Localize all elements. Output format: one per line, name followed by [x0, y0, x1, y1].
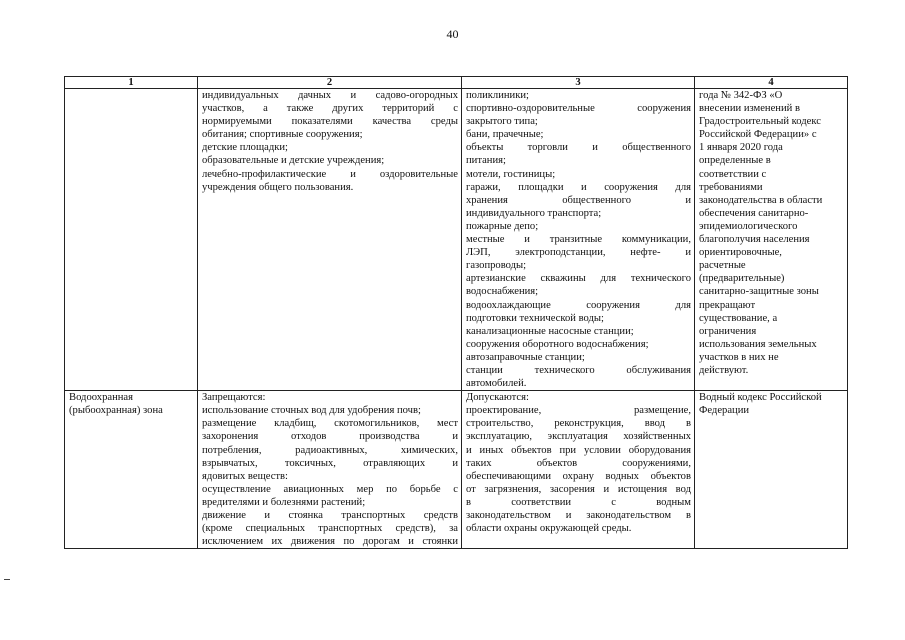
- header-col-3: 3: [462, 77, 695, 89]
- cell-row1-col4: [695, 89, 848, 391]
- cell-line: Водный кодекс Российской: [699, 392, 822, 404]
- cell-line: внесении изменений в: [699, 103, 800, 115]
- cell-row2-col3: [462, 391, 695, 549]
- cell-line: мотели, гостиницы;: [466, 168, 556, 180]
- cell-line: станции технического обслуживания: [466, 364, 691, 376]
- cell-line: года № 342-ФЗ «О: [699, 90, 783, 101]
- cell-line: поликлиники;: [466, 90, 529, 101]
- cell-line: участков в них не: [699, 351, 779, 363]
- cell-line: (кроме специальных транспортных средств), за: [202, 523, 458, 535]
- cell-line: подготовки технической воды;: [466, 312, 604, 324]
- header-col-4: 4: [695, 77, 848, 89]
- cell-line: расчетные: [699, 260, 746, 272]
- cell-line: эксплуатацию, эксплуатация хозяйственных: [466, 431, 691, 443]
- cell-line: детские площадки;: [202, 142, 288, 154]
- cell-line: определенные в: [699, 155, 771, 167]
- cell-line: существование, а: [699, 312, 778, 324]
- cell-line: обеспечения санитарно-: [699, 207, 809, 219]
- cell-line: соответствии с: [699, 168, 767, 180]
- header-col-2: 2: [198, 77, 462, 89]
- cell-line: Водоохранная: [69, 392, 133, 404]
- cell-line: Градостроительный кодекс: [699, 116, 821, 128]
- cell-line: хранения общественного и: [466, 194, 691, 206]
- cell-line: Российской Федерации» с: [699, 129, 817, 141]
- cell-row2-col2: [198, 391, 462, 549]
- cell-line: санитарно-защитные зоны: [699, 286, 819, 298]
- cell-line: пожарные депо;: [466, 220, 539, 232]
- cell-line: индивидуальных дачных и садово-огородных: [202, 90, 458, 101]
- cell-line: объекты торговли и общественного: [466, 142, 691, 154]
- cell-line: ЛЭП, электроподстанции, нефте- и: [466, 247, 691, 259]
- cell-line: индивидуального транспорта;: [466, 207, 602, 219]
- cell-line: потребления, радиоактивных, химических,: [202, 444, 458, 456]
- cell-line: закрытого типа;: [466, 116, 538, 128]
- cell-line: использование сточных вод для удобрения почв;: [202, 405, 421, 417]
- cell-line: (предварительные): [699, 273, 785, 285]
- cell-line: прекращают: [699, 299, 756, 311]
- cell-line: движение и стоянка транспортных средств: [202, 510, 458, 521]
- cell-line: учреждения общего пользования.: [202, 181, 354, 193]
- regulation-table: [64, 76, 848, 549]
- cell-line: законодательством и законодательством в: [466, 510, 691, 521]
- cell-line: нормируемыми показателями качества среды: [202, 116, 458, 128]
- cell-line: строительство, реконструкция, ввод в: [466, 418, 691, 430]
- cell-line: требованиями: [699, 181, 763, 193]
- cell-line: действуют.: [699, 364, 749, 376]
- table-row: [65, 391, 848, 549]
- cell-line: лечебно-профилактические и оздоровительные: [202, 168, 458, 180]
- cell-row2-col4: [695, 391, 848, 549]
- cell-line: местные и транзитные коммуникации,: [466, 234, 691, 246]
- cell-line: размещение кладбищ, скотомогильников, мест: [202, 418, 458, 430]
- table-row: [65, 89, 848, 391]
- cell-line: эпидемиологического: [699, 220, 798, 232]
- cell-line: обитания; спортивные сооружения;: [202, 129, 363, 141]
- cell-row1-col2: [198, 89, 462, 391]
- cell-line: обеспечивающими охрану водных объектов: [466, 470, 691, 482]
- cell-row1-col1: [65, 89, 198, 391]
- cell-line: ограничения: [699, 325, 757, 337]
- cell-line: исключением их движения по дорогам и стоянки: [202, 536, 458, 548]
- cell-line: взрывчатых, токсичных, отравляющих и: [202, 457, 458, 469]
- margin-mark: [4, 579, 10, 580]
- cell-line: и иных объектов при условии оборудования: [466, 444, 691, 456]
- cell-line: Федерации: [699, 405, 750, 417]
- cell-line: бани, прачечные;: [466, 129, 544, 141]
- cell-line: вредителями и болезнями растений;: [202, 496, 366, 508]
- cell-line: захоронения отходов производства и: [202, 431, 458, 443]
- cell-line: в соответствии с водным: [466, 496, 691, 508]
- cell-line: проектирование, размещение,: [466, 405, 691, 417]
- cell-line: Допускаются:: [466, 392, 529, 404]
- cell-row2-col1: [65, 391, 198, 549]
- header-col-1: 1: [65, 77, 198, 89]
- cell-line: от загрязнения, засорения и истощения вод: [466, 483, 691, 495]
- cell-line: осуществление авиационных мер по борьбе с: [202, 483, 458, 495]
- cell-line: автомобилей.: [466, 378, 527, 390]
- cell-line: канализационные насосные станции;: [466, 325, 634, 337]
- cell-line: образовательные и детские учреждения;: [202, 155, 385, 167]
- cell-line: автозаправочные станции;: [466, 351, 585, 363]
- cell-line: использования земельных: [699, 338, 817, 350]
- table-header-row: [65, 77, 848, 89]
- cell-line: артезианские скважины для технического: [466, 273, 691, 285]
- cell-line: участков, а также других территорий с: [202, 103, 458, 115]
- cell-line: области охраны окружающей среды.: [466, 523, 632, 535]
- cell-line: сооружения оборотного водоснабжения;: [466, 338, 649, 350]
- cell-line: ориентировочные,: [699, 247, 782, 259]
- cell-line: Запрещаются:: [202, 392, 266, 404]
- cell-line: (рыбоохранная) зона: [69, 405, 163, 417]
- cell-line: водоснабжения;: [466, 286, 539, 298]
- cell-line: газопроводы;: [466, 260, 527, 272]
- cell-line: благополучия населения: [699, 234, 810, 246]
- cell-line: гаражи, площадки и сооружения для: [466, 181, 691, 193]
- cell-line: таких объектов сооружениями,: [466, 457, 691, 469]
- cell-line: ядовитых веществ:: [202, 470, 288, 482]
- cell-line: питания;: [466, 155, 506, 167]
- cell-line: законодательства в области: [699, 194, 823, 206]
- page-number: 40: [446, 27, 459, 41]
- cell-line: водоохлаждающие сооружения для: [466, 299, 691, 311]
- cell-line: спортивно-оздоровительные сооружения: [466, 103, 691, 115]
- cell-line: 1 января 2020 года: [699, 142, 783, 154]
- cell-row1-col3: [462, 89, 695, 391]
